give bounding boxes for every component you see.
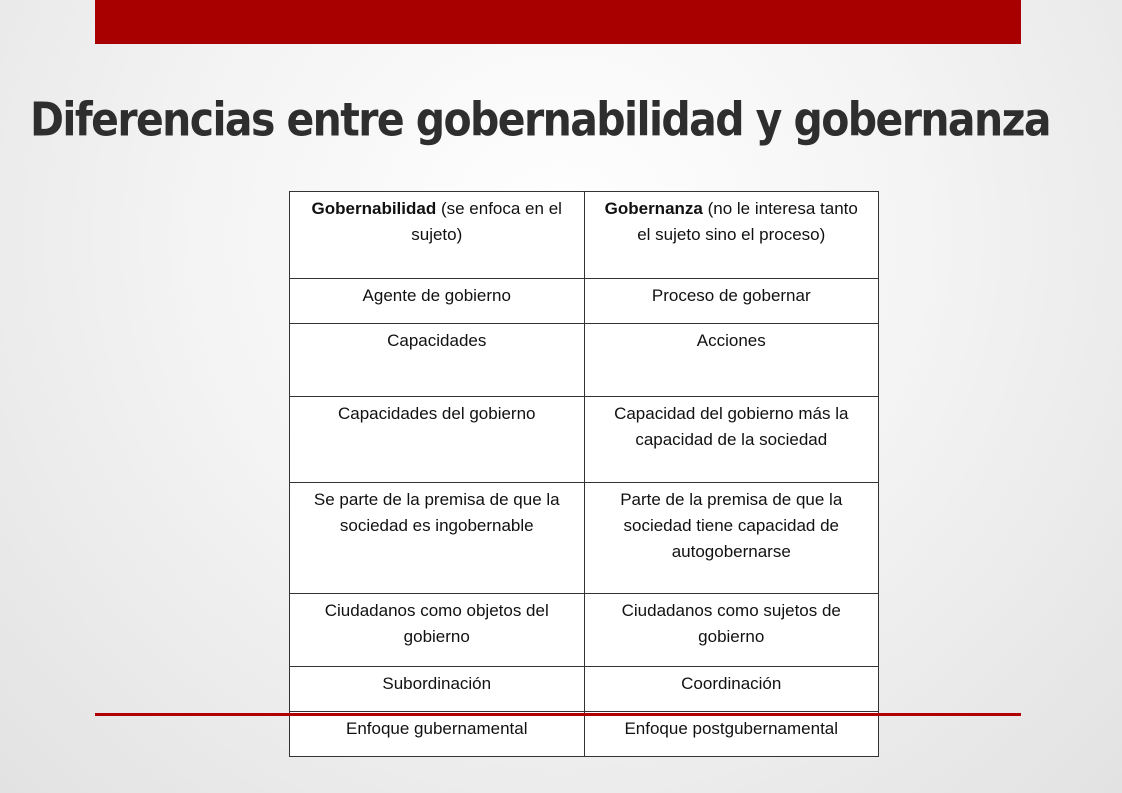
- table-header-row: [290, 192, 879, 279]
- table-cell: Acciones: [584, 324, 879, 397]
- table-cell: Ciudadanos como sujetos de gobierno: [584, 594, 879, 667]
- table-cell: Se parte de la premisa de que la sociedad es ingobernable: [290, 483, 585, 594]
- header-note: (no le interesa tanto el sujeto sino el proceso): [637, 199, 858, 244]
- header-term: Gobernabilidad: [311, 199, 437, 218]
- table-row: [290, 279, 879, 324]
- header-note: (se enfoca en el sujeto): [411, 199, 562, 244]
- comparison-table-container: [289, 191, 879, 757]
- table-cell: Coordinación: [584, 667, 879, 712]
- slide-title: Diferencias entre gobernabilidad y gobernanza: [30, 93, 1050, 147]
- table-cell: Capacidades del gobierno: [290, 397, 585, 483]
- table-cell: Parte de la premisa de que la sociedad tiene capacidad de autogobernarse: [584, 483, 879, 594]
- table-row: [290, 594, 879, 667]
- table-row: [290, 324, 879, 397]
- table-cell: Capacidades: [290, 324, 585, 397]
- table-cell: Subordinación: [290, 667, 585, 712]
- table-row: [290, 712, 879, 757]
- table-cell: Agente de gobierno: [290, 279, 585, 324]
- table-cell: Enfoque gubernamental: [290, 712, 585, 757]
- header-cell-gobernabilidad: [290, 192, 585, 279]
- comparison-table: [289, 191, 879, 757]
- bottom-accent-rule: [95, 713, 1021, 716]
- table-cell: Enfoque postgubernamental: [584, 712, 879, 757]
- table-row: [290, 667, 879, 712]
- header-term: Gobernanza: [604, 199, 703, 218]
- header-cell-gobernanza: [584, 192, 879, 279]
- table-row: [290, 483, 879, 594]
- table-cell: Proceso de gobernar: [584, 279, 879, 324]
- top-accent-bar: [95, 0, 1021, 44]
- table-cell: Capacidad del gobierno más la capacidad de la sociedad: [584, 397, 879, 483]
- table-cell: Ciudadanos como objetos del gobierno: [290, 594, 585, 667]
- table-row: [290, 397, 879, 483]
